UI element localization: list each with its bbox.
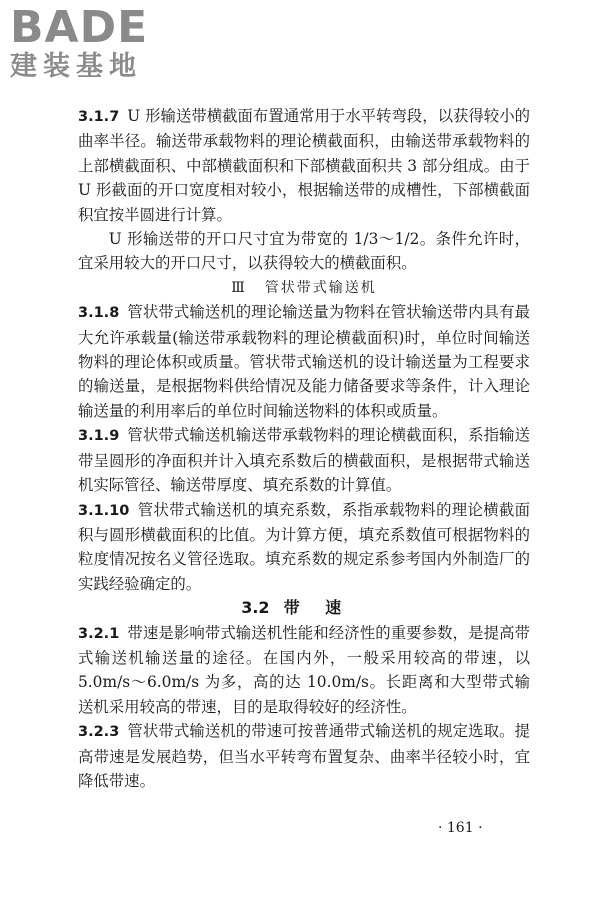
clause-3-1-8 — [78, 300, 530, 423]
clause-number: 3.1.9 — [78, 428, 120, 445]
section-title: 带速 — [283, 598, 367, 618]
clause-number: 3.1.7 — [78, 109, 120, 125]
clause-3-2-1 — [78, 621, 530, 720]
clause-3-1-10 — [78, 498, 530, 597]
paragraph-u-opening: U 形输送带的开口尺寸宜为带宽的 1/3～1/2。条件允许时，宜采用较大的开口尺寸，以获得较大的横截面积。 — [78, 230, 530, 273]
clause-number: 3.2.3 — [78, 724, 120, 741]
clause-3-1-9 — [78, 423, 530, 497]
subsection-numeral: Ⅲ — [231, 279, 247, 296]
clause-3-1-7 — [78, 104, 530, 227]
clause-number: 3.1.10 — [78, 502, 130, 519]
clause-number: 3.1.8 — [78, 305, 120, 322]
subsection-heading — [78, 276, 530, 300]
clause-number: 3.2.1 — [78, 625, 120, 642]
section-number: 3.2 — [241, 598, 270, 618]
clause-text: U 形输送带横截面布置通常用于水平转弯段，以获得较小的曲率半径。输送带承载物料的理论横截面积，由输送带承载物料的上部横截面积、中部横截面积和下部横截面积共 3 部分组成。由于 U 形截面的开口宽度相对较小，根据输送带的成槽性，下部横截面积宜按半圆进行计算。 — [78, 107, 530, 224]
clause-text: 管状带式输送机输送带承载物料的理论横截面积，系指输送带呈圆形的净面积并计入填充系数后的横截面积，是根据带式输送机实际管径、输送带厚度、填充系数的计算值。 — [78, 426, 530, 495]
document-body — [78, 104, 530, 793]
subsection-title: 管状带式输送机 — [264, 279, 377, 296]
section-heading — [78, 596, 530, 620]
clause-text: 管状带式输送机的填充系数，系指承载物料的理论横截面积与圆形横截面积的比值。为计算方便，填充系数值可根据物料的粒度情况按名义管径选取。填充系数的规定系参考国内外制造厂的实践经验确定的。 — [78, 500, 530, 593]
logo-tagline: 建装基地 — [10, 51, 142, 82]
page-number: · 161 · — [438, 820, 483, 836]
logo-brand: BADE — [10, 2, 149, 53]
logo — [10, 2, 180, 88]
clause-text: 带速是影响带式输送机性能和经济性的重要参数，是提高带式输送机输送量的途径。在国内外，一般采用较高的带速，以 5.0m/s～6.0m/s 为多，高的达 10.0m/s。长距离和大型带式输送机采用较高的带速，目的是取得较好的经济性。 — [78, 623, 530, 716]
clause-text: 管状带式输送机的带速可按普通带式输送机的规定选取。提高带速是发展趋势，但当水平转弯布置复杂、曲率半径较小时，宜降低带速。 — [78, 722, 530, 790]
clause-text: 管状带式输送机的理论输送量为物料在管状输送带内具有最大允许承载量(输送带承载物料的理论横截面积)时，单位时间输送物料的理论体积或质量。管状带式输送机的设计输送量为工程要求的输送量，是根据物料供给情况及能力储备要求等条件，计入理论输送量的利用率后的单位时间输送物料的体积或质量。 — [78, 303, 530, 420]
clause-3-2-3 — [78, 719, 530, 793]
